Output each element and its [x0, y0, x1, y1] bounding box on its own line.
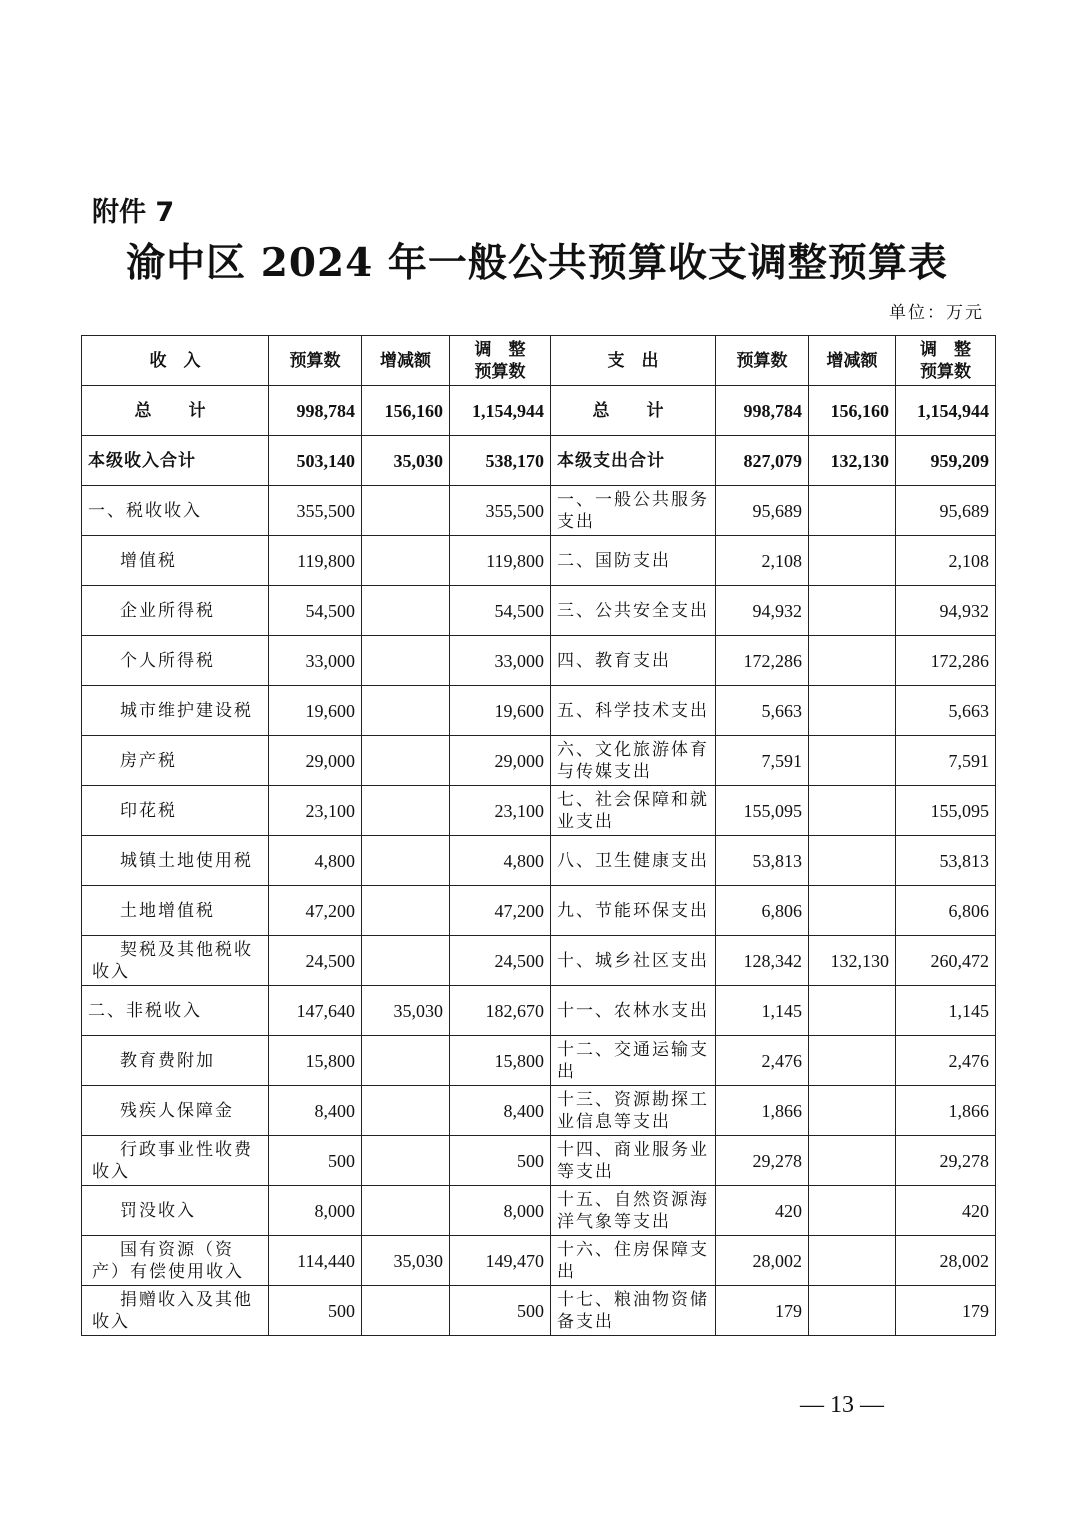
budget-table — [81, 335, 996, 1336]
expense-change — [809, 986, 896, 1036]
income-budget: 503,140 — [269, 436, 362, 486]
expense-label: 十五、自然资源海洋气象等支出 — [551, 1186, 716, 1236]
expense-change — [809, 886, 896, 936]
expense-adjusted: 6,806 — [896, 886, 996, 936]
page-title: 渝中区 2024 年一般公共预算收支调整预算表 — [126, 240, 948, 286]
income-budget: 4,800 — [269, 836, 362, 886]
expense-budget: 155,095 — [716, 786, 809, 836]
header-income-change: 增减额 — [362, 336, 450, 386]
income-adjusted: 33,000 — [450, 636, 551, 686]
table-row — [82, 936, 996, 986]
table-row — [82, 1236, 996, 1286]
expense-budget: 827,079 — [716, 436, 809, 486]
income-change — [362, 1186, 450, 1236]
header-adjusted-line2: 预算数 — [920, 361, 971, 382]
income-adjusted: 15,800 — [450, 1036, 551, 1086]
income-budget: 47,200 — [269, 886, 362, 936]
income-budget: 54,500 — [269, 586, 362, 636]
income-label: 残疾人保障金 — [82, 1086, 269, 1136]
expense-label: 四、教育支出 — [551, 636, 716, 686]
expense-label: 十三、资源勘探工业信息等支出 — [551, 1086, 716, 1136]
income-budget: 114,440 — [269, 1236, 362, 1286]
expense-change — [809, 686, 896, 736]
expense-budget: 28,002 — [716, 1236, 809, 1286]
expense-label: 五、科学技术支出 — [551, 686, 716, 736]
income-change — [362, 1086, 450, 1136]
income-change — [362, 1136, 450, 1186]
expense-budget: 94,932 — [716, 586, 809, 636]
income-adjusted: 500 — [450, 1286, 551, 1336]
income-label: 教育费附加 — [82, 1036, 269, 1086]
header-income-adjusted — [450, 336, 551, 386]
expense-budget: 7,591 — [716, 736, 809, 786]
expense-adjusted: 172,286 — [896, 636, 996, 686]
expense-label: 一、一般公共服务支出 — [551, 486, 716, 536]
header-expense-adjusted — [896, 336, 996, 386]
expense-change — [809, 1186, 896, 1236]
expense-adjusted: 260,472 — [896, 936, 996, 986]
income-budget: 500 — [269, 1136, 362, 1186]
table-row — [82, 536, 996, 586]
expense-budget: 5,663 — [716, 686, 809, 736]
expense-budget: 2,476 — [716, 1036, 809, 1086]
income-label: 契税及其他税收收入 — [82, 936, 269, 986]
income-adjusted: 538,170 — [450, 436, 551, 486]
income-label: 企业所得税 — [82, 586, 269, 636]
income-label: 土地增值税 — [82, 886, 269, 936]
income-change — [362, 836, 450, 886]
income-change — [362, 686, 450, 736]
income-label: 本级收入合计 — [82, 436, 269, 486]
expense-budget: 172,286 — [716, 636, 809, 686]
table-row — [82, 1036, 996, 1086]
income-label: 增值税 — [82, 536, 269, 586]
table-row — [82, 1136, 996, 1186]
expense-budget: 420 — [716, 1186, 809, 1236]
total-expense-adjusted: 1,154,944 — [896, 386, 996, 436]
income-adjusted: 149,470 — [450, 1236, 551, 1286]
total-income-change: 156,160 — [362, 386, 450, 436]
expense-adjusted: 2,108 — [896, 536, 996, 586]
income-label: 房产税 — [82, 736, 269, 786]
total-income-budget: 998,784 — [269, 386, 362, 436]
expense-adjusted: 1,145 — [896, 986, 996, 1036]
income-change — [362, 1286, 450, 1336]
expense-label: 十六、住房保障支出 — [551, 1236, 716, 1286]
expense-label: 十一、农林水支出 — [551, 986, 716, 1036]
expense-label: 九、节能环保支出 — [551, 886, 716, 936]
income-change — [362, 536, 450, 586]
expense-budget: 6,806 — [716, 886, 809, 936]
total-income-label: 总 计 — [82, 386, 269, 436]
expense-adjusted: 179 — [896, 1286, 996, 1336]
expense-change — [809, 486, 896, 536]
income-change — [362, 586, 450, 636]
expense-adjusted: 29,278 — [896, 1136, 996, 1186]
income-budget: 24,500 — [269, 936, 362, 986]
expense-adjusted: 7,591 — [896, 736, 996, 786]
expense-adjusted: 2,476 — [896, 1036, 996, 1086]
expense-label: 本级支出合计 — [551, 436, 716, 486]
expense-change — [809, 786, 896, 836]
total-expense-label: 总 计 — [551, 386, 716, 436]
expense-adjusted: 5,663 — [896, 686, 996, 736]
expense-adjusted: 94,932 — [896, 586, 996, 636]
income-label: 行政事业性收费收入 — [82, 1136, 269, 1186]
expense-budget: 29,278 — [716, 1136, 809, 1186]
table-row — [82, 836, 996, 886]
income-adjusted: 47,200 — [450, 886, 551, 936]
attachment-label: 附件 7 — [92, 197, 175, 228]
expense-label: 十七、粮油物资储备支出 — [551, 1286, 716, 1336]
table-row — [82, 586, 996, 636]
expense-change — [809, 1036, 896, 1086]
table-row — [82, 736, 996, 786]
total-expense-budget: 998,784 — [716, 386, 809, 436]
income-label: 城市维护建设税 — [82, 686, 269, 736]
income-change: 35,030 — [362, 986, 450, 1036]
expense-change — [809, 736, 896, 786]
header-row — [82, 336, 996, 386]
expense-budget: 2,108 — [716, 536, 809, 586]
expense-adjusted: 28,002 — [896, 1236, 996, 1286]
income-adjusted: 54,500 — [450, 586, 551, 636]
expense-label: 十、城乡社区支出 — [551, 936, 716, 986]
expense-budget: 1,145 — [716, 986, 809, 1036]
income-adjusted: 500 — [450, 1136, 551, 1186]
income-adjusted: 23,100 — [450, 786, 551, 836]
income-change: 35,030 — [362, 1236, 450, 1286]
table-row — [82, 886, 996, 936]
expense-change — [809, 836, 896, 886]
income-budget: 500 — [269, 1286, 362, 1336]
income-adjusted: 4,800 — [450, 836, 551, 886]
expense-change: 132,130 — [809, 436, 896, 486]
expense-label: 十四、商业服务业等支出 — [551, 1136, 716, 1186]
income-change — [362, 736, 450, 786]
income-label: 二、非税收入 — [82, 986, 269, 1036]
header-adjusted-line1: 调 整 — [474, 339, 526, 360]
expense-change: 132,130 — [809, 936, 896, 986]
income-label: 捐赠收入及其他收入 — [82, 1286, 269, 1336]
expense-adjusted: 420 — [896, 1186, 996, 1236]
header-adjusted-line2: 预算数 — [474, 361, 526, 382]
header-expense-change: 增减额 — [809, 336, 896, 386]
expense-adjusted: 53,813 — [896, 836, 996, 886]
income-budget: 8,400 — [269, 1086, 362, 1136]
expense-change — [809, 1286, 896, 1336]
income-budget: 33,000 — [269, 636, 362, 686]
header-adjusted-line1: 调 整 — [920, 339, 971, 360]
income-label: 印花税 — [82, 786, 269, 836]
header-income: 收 入 — [82, 336, 269, 386]
header-income-budget: 预算数 — [269, 336, 362, 386]
expense-budget: 1,866 — [716, 1086, 809, 1136]
table-row — [82, 1086, 996, 1136]
income-budget: 15,800 — [269, 1036, 362, 1086]
income-budget: 23,100 — [269, 786, 362, 836]
income-adjusted: 8,000 — [450, 1186, 551, 1236]
income-adjusted: 19,600 — [450, 686, 551, 736]
total-expense-change: 156,160 — [809, 386, 896, 436]
income-budget: 8,000 — [269, 1186, 362, 1236]
table-row — [82, 1186, 996, 1236]
unit-label: 单位：万元 — [889, 303, 984, 323]
income-label: 个人所得税 — [82, 636, 269, 686]
income-change — [362, 786, 450, 836]
income-budget: 355,500 — [269, 486, 362, 536]
income-change — [362, 1036, 450, 1086]
table-row — [82, 986, 996, 1036]
header-expense: 支 出 — [551, 336, 716, 386]
income-change — [362, 936, 450, 986]
expense-change — [809, 1136, 896, 1186]
expense-label: 三、公共安全支出 — [551, 586, 716, 636]
income-adjusted: 24,500 — [450, 936, 551, 986]
expense-adjusted: 155,095 — [896, 786, 996, 836]
header-expense-budget: 预算数 — [716, 336, 809, 386]
income-change — [362, 486, 450, 536]
expense-adjusted: 959,209 — [896, 436, 996, 486]
table-row — [82, 436, 996, 486]
expense-budget: 128,342 — [716, 936, 809, 986]
expense-label: 七、社会保障和就业支出 — [551, 786, 716, 836]
income-budget: 119,800 — [269, 536, 362, 586]
income-adjusted: 119,800 — [450, 536, 551, 586]
income-budget: 147,640 — [269, 986, 362, 1036]
expense-change — [809, 1236, 896, 1286]
income-adjusted: 355,500 — [450, 486, 551, 536]
expense-budget: 53,813 — [716, 836, 809, 886]
income-adjusted: 8,400 — [450, 1086, 551, 1136]
expense-label: 二、国防支出 — [551, 536, 716, 586]
expense-label: 八、卫生健康支出 — [551, 836, 716, 886]
expense-label: 十二、交通运输支出 — [551, 1036, 716, 1086]
expense-budget: 95,689 — [716, 486, 809, 536]
total-row — [82, 386, 996, 436]
page-number: — 13 — — [800, 1392, 884, 1418]
income-adjusted: 29,000 — [450, 736, 551, 786]
income-label: 国有资源（资产）有偿使用收入 — [82, 1236, 269, 1286]
income-label: 一、税收收入 — [82, 486, 269, 536]
expense-budget: 179 — [716, 1286, 809, 1336]
income-budget: 29,000 — [269, 736, 362, 786]
table-row — [82, 636, 996, 686]
table-row — [82, 1286, 996, 1336]
expense-label: 六、文化旅游体育与传媒支出 — [551, 736, 716, 786]
expense-change — [809, 586, 896, 636]
table-row — [82, 686, 996, 736]
income-change — [362, 886, 450, 936]
income-budget: 19,600 — [269, 686, 362, 736]
total-income-adjusted: 1,154,944 — [450, 386, 551, 436]
income-adjusted: 182,670 — [450, 986, 551, 1036]
table-row — [82, 486, 996, 536]
table-row — [82, 786, 996, 836]
expense-change — [809, 536, 896, 586]
expense-change — [809, 1086, 896, 1136]
expense-adjusted: 1,866 — [896, 1086, 996, 1136]
expense-adjusted: 95,689 — [896, 486, 996, 536]
expense-change — [809, 636, 896, 686]
income-change — [362, 636, 450, 686]
income-label: 城镇土地使用税 — [82, 836, 269, 886]
income-label: 罚没收入 — [82, 1186, 269, 1236]
income-change: 35,030 — [362, 436, 450, 486]
